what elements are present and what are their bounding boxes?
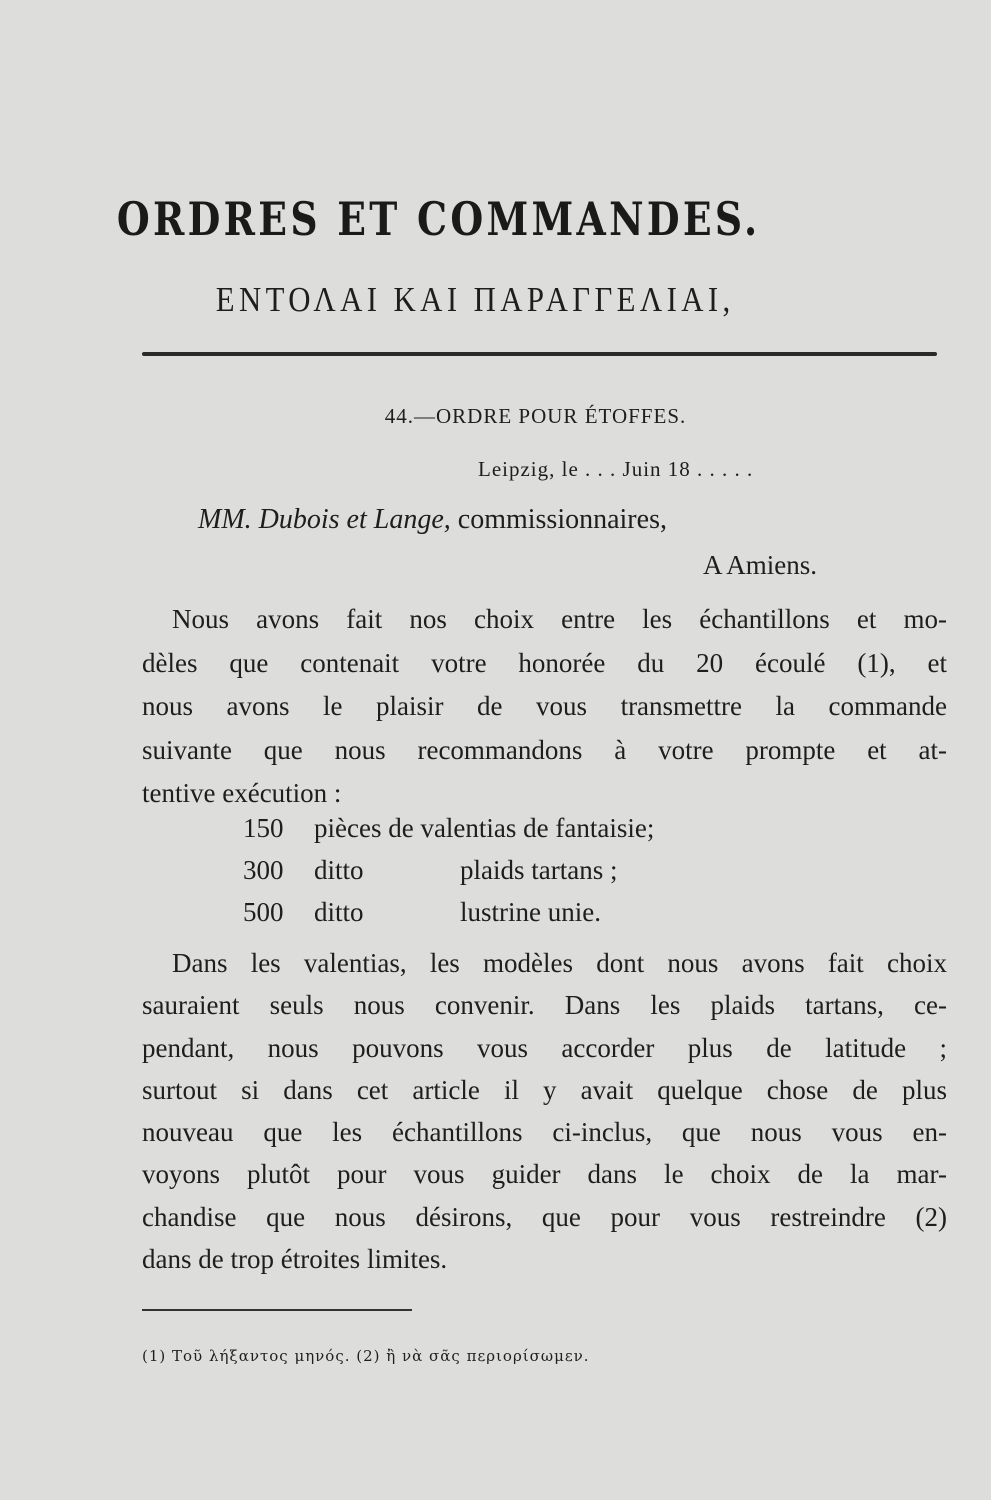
text-line: pendant, nous pouvons vous accorder plus de latitude ;: [142, 1032, 947, 1063]
order-unit: ditto: [314, 897, 364, 927]
footnote: (1) Τοῦ λήξαντος μηνός. (2) ἢ νὰ σᾶς περιορίσωμεν.: [142, 1347, 590, 1365]
text-line: suivante que nous recommandons à votre prompte et at-: [142, 734, 947, 765]
text-line: nous avons le plaisir de vous transmettre la commande: [142, 691, 947, 721]
chapter-title-french: ORDRES ET COMMANDES.: [116, 192, 761, 246]
section-heading: 44.—ORDRE POUR ÉTOFFES.: [384, 404, 687, 428]
order-description: pièces de valentias de fantaisie;: [314, 813, 655, 843]
letter-dateline: Leipzig, le . . . Juin 18 . . . . .: [478, 457, 754, 481]
chapter-title-greek: ΕΝΤΟΛΑΙ ΚΑΙ ΠΑΡΑΓΓΕΛΙΑΙ,: [215, 280, 735, 319]
title-divider: [142, 352, 937, 356]
order-quantity: 500: [243, 897, 284, 927]
paragraph-2: [142, 942, 947, 1280]
order-unit: ditto: [314, 855, 364, 885]
order-description: plaids tartans ;: [460, 855, 618, 885]
order-quantity: 150: [243, 813, 284, 843]
text-line: Dans les valentias, les modèles dont nous avons fait choix: [172, 948, 947, 978]
recipient-names: MM. Dubois et Lange,: [198, 504, 451, 535]
footnote-divider: [142, 1309, 412, 1311]
order-quantity: 300: [243, 855, 284, 885]
paragraph-1: [142, 598, 947, 816]
text-line: dèles que contenait votre honorée du 20 écoulé (1), et: [142, 647, 947, 678]
text-line: surtout si dans cet article il y avait quelque chose de plus: [142, 1074, 947, 1105]
text-line: nouveau que les échantillons ci-inclus, que nous vous en-: [142, 1117, 947, 1148]
letter-salutation: [198, 504, 667, 536]
text-line: chandise que nous désirons, que pour vous restreindre (2): [142, 1201, 947, 1232]
text-line: voyons plutôt pour vous guider dans le choix de la mar-: [142, 1159, 947, 1190]
recipient-place: A Amiens.: [703, 550, 818, 580]
text-line: Nous avons fait nos choix entre les échantillons et mo-: [172, 604, 947, 634]
recipient-role: commissionnaires,: [450, 504, 667, 535]
order-description: lustrine unie.: [460, 897, 601, 927]
text-line: dans de trop étroites limites.: [142, 1244, 448, 1275]
text-line: sauraient seuls nous convenir. Dans les plaids tartans, ce-: [142, 990, 947, 1021]
text-line: tentive exécution :: [142, 778, 342, 808]
